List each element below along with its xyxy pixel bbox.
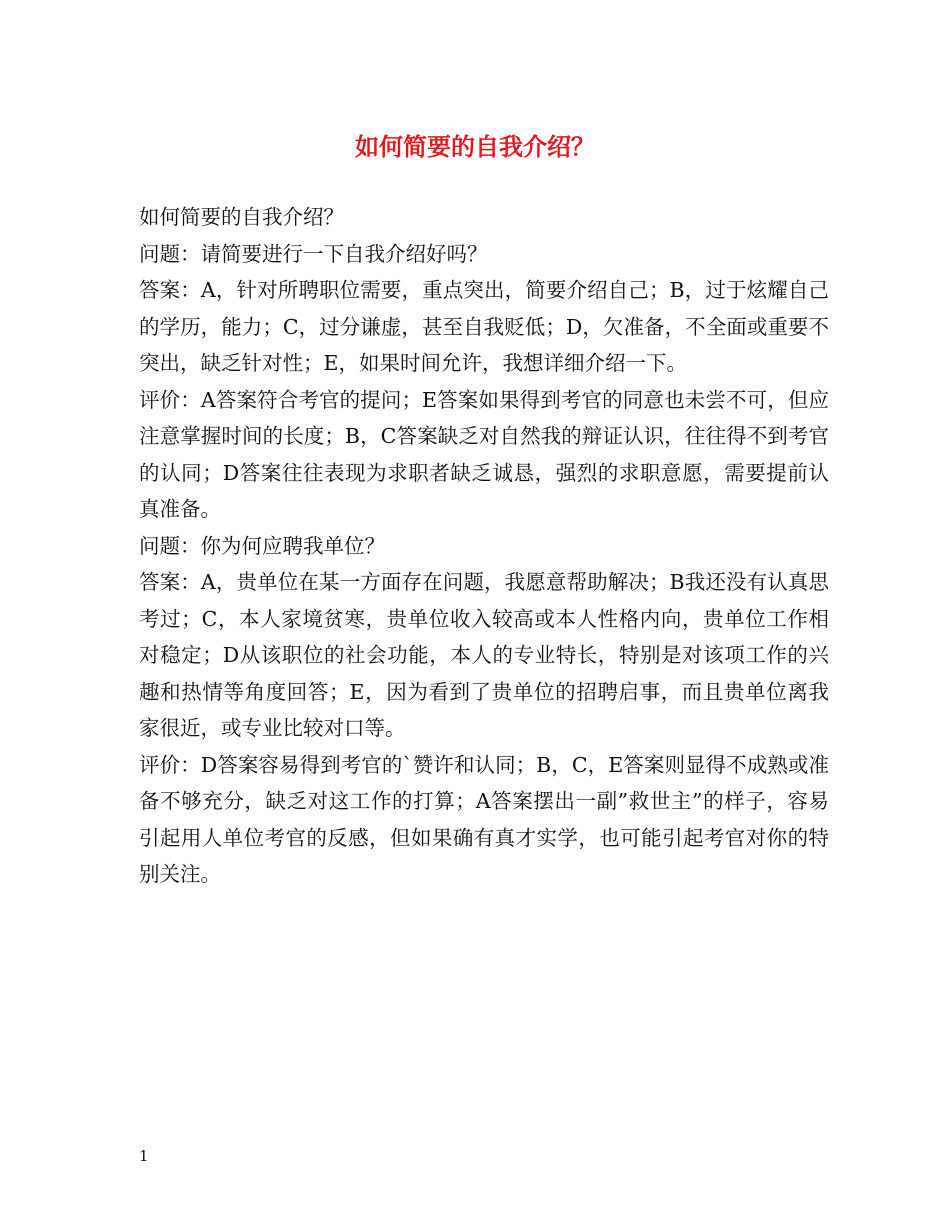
paragraph-question-1: 问题：请简要进行一下自我介绍好吗？ [139,241,488,266]
document-body [139,199,829,893]
document-title: 如何简要的自我介绍？ [355,132,595,161]
paragraph-answer-1: 答案：A，针对所聘职位需要，重点突出，简要介绍自己；B，过于炫耀自己的学历，能力；C，过分谦虚，甚至自我贬低；D，欠准备，不全面或重要不突出，缺乏针对性；E，如果时间允许，我想详细介绍一下。 [139,278,829,375]
paragraph-evaluation-2: 评价：D答案容易得到考官的`赞许和认同；B，C，E答案则显得不成熟或准备不够充分，缺乏对这工作的打算；A答案摆出一副”救世主”的样子，容易引起用人单位考官的反感，但如果确有真才实学，也可能引起考官对你的特别关注。 [139,752,829,886]
paragraph-heading: 如何简要的自我介绍？ [139,205,344,229]
paragraph-answer-2: 答案：A，贵单位在某一方面存在问题，我愿意帮助解决；B我还没有认真思考过；C，本人家境贫寒，贵单位收入较高或本人性格内向，贵单位工作相对稳定；D从该职位的社会功能，本人的专业特长，特别是对该项工作的兴趣和热情等角度回答；E，因为看到了贵单位的招聘启事，而且贵单位离我家很近，或专业比较对口等。 [139,570,829,740]
paragraph-evaluation-1: 评价：A答案符合考官的提问；E答案如果得到考官的同意也未尝不可，但应注意掌握时间的长度；B，C答案缺乏对自然我的辩证认识，往往得不到考官的认同；D答案往往表现为求职者缺乏诚恳，强烈的求职意愿，需要提前认真准备。 [139,387,829,521]
paragraph-question-2: 问题：你为何应聘我单位？ [139,533,385,558]
page-number: 1 [139,1147,149,1165]
